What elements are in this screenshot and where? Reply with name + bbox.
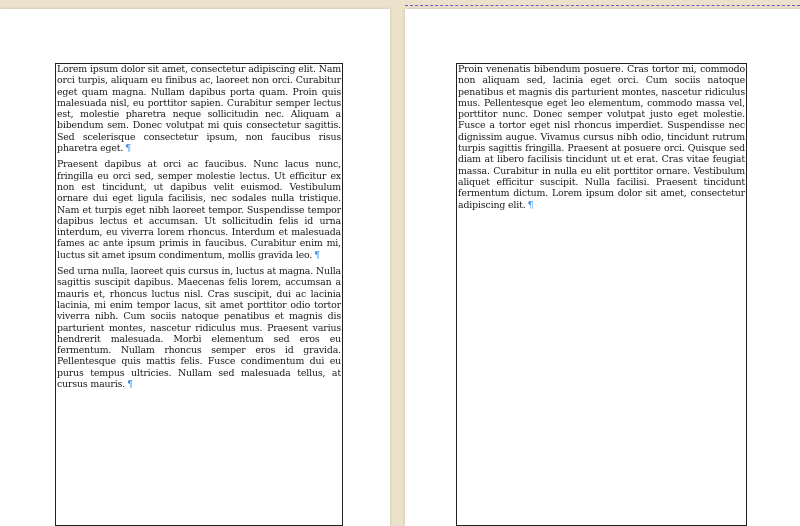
paragraph-text: Lorem ipsum dolor sit amet, consectetur adipiscing elit. Nam orci turpis, aliquam eu finibus ac, laoreet non orci. Curabitur eget quam magna. Nullam dapibus porta quam. Proin quis malesuada nisl, eu porttitor sapien. Curabitur semper lectus est, molestie pharetra neque sollicitudin nec. Aliquam a bibendum sem. Donec volutpat mi quis consectetur sagittis. Sed scelerisque consectetur ipsum, non faucibus risus pharetra eget. [57,64,341,155]
text-area-boundary[interactable] [456,63,747,526]
paragraph[interactable] [56,159,342,261]
paragraph-text: Praesent dapibus at orci ac faucibus. Nunc lacus nunc, fringilla eu orci sed, semper molestie lectus. Ut efficitur ex non est tincidunt, ut dapibus velit euismod. Vestibulum ornare dui eget ligula facilisis, nec sodales nulla tristique. Nam et turpis eget nibh laoreet tempor. Suspendisse tempor dapibus lectus et accumsan. Ut sollicitudin felis id urna interdum, eu viverra lorem rhoncus. Interdum et malesuada fames ac ante ipsum primis in faucibus. Curabitur enim mi, luctus sit amet ipsum condimentum, mollis gravida leo. [57,159,341,261]
pilcrow-icon: ¶ [527,199,534,211]
document-page-2[interactable] [405,9,800,526]
paragraph[interactable] [56,64,342,154]
paragraph[interactable] [457,64,746,211]
paragraph-text: Sed urna nulla, laoreet quis cursus in, luctus at magna. Nulla sagittis suscipit dapibus. Maecenas felis lorem, accumsan a mauris et, rhoncus luctus nisl. Cras suscipit, dui ac lacinia lacinia, mi enim tempor lacus, sit amet porttitor odio tortor viverra nibh. Cum sociis natoque penatibus et magnis dis parturient montes, nascetur ridiculus mus. Praesent varius hendrerit malesuada. Morbi elementum sed eros eu fermentum. Nullam rhoncus semper eros id gravida. Pellentesque quis mattis felis. Fusce condimentum dui eu purus tempus ultricies. Nullam sed malesuada tellus, at cursus mauris. [57,266,341,391]
page-break-marker [405,5,800,6]
pilcrow-icon: ¶ [125,143,132,155]
paragraph[interactable] [56,266,342,390]
text-area-boundary[interactable] [55,63,343,526]
pilcrow-icon: ¶ [314,249,320,261]
paragraph-text: Proin venenatis bibendum posuere. Cras tortor mi, commodo non aliquam sed, lacinia eget orci. Cum sociis natoque penatibus et magnis dis parturient montes, nascetur ridiculus mus. Pellentesque eget leo elementum, commodo massa vel, porttitor nunc. Donec semper volutpat justo eget molestie. Fusce a tortor eget nisl rhoncus imperdiet. Suspendisse nec dignissim augue. Vivamus cursus nibh odio, tincidunt rutrum turpis sagittis fringilla. Praesent at posuere orci. Quisque sed diam at libero facilisis tincidunt ut et erat. Cras vitae feugiat massa. Curabitur in nulla eu elit porttitor ornare. Vestibulum aliquet efficitur suscipit. Nulla facilisi. Praesent tincidunt fermentum dictum. Lorem ipsum dolor sit amet, consectetur adipiscing elit. [458,64,745,211]
pilcrow-icon: ¶ [127,379,133,391]
document-page-1[interactable] [0,9,390,526]
